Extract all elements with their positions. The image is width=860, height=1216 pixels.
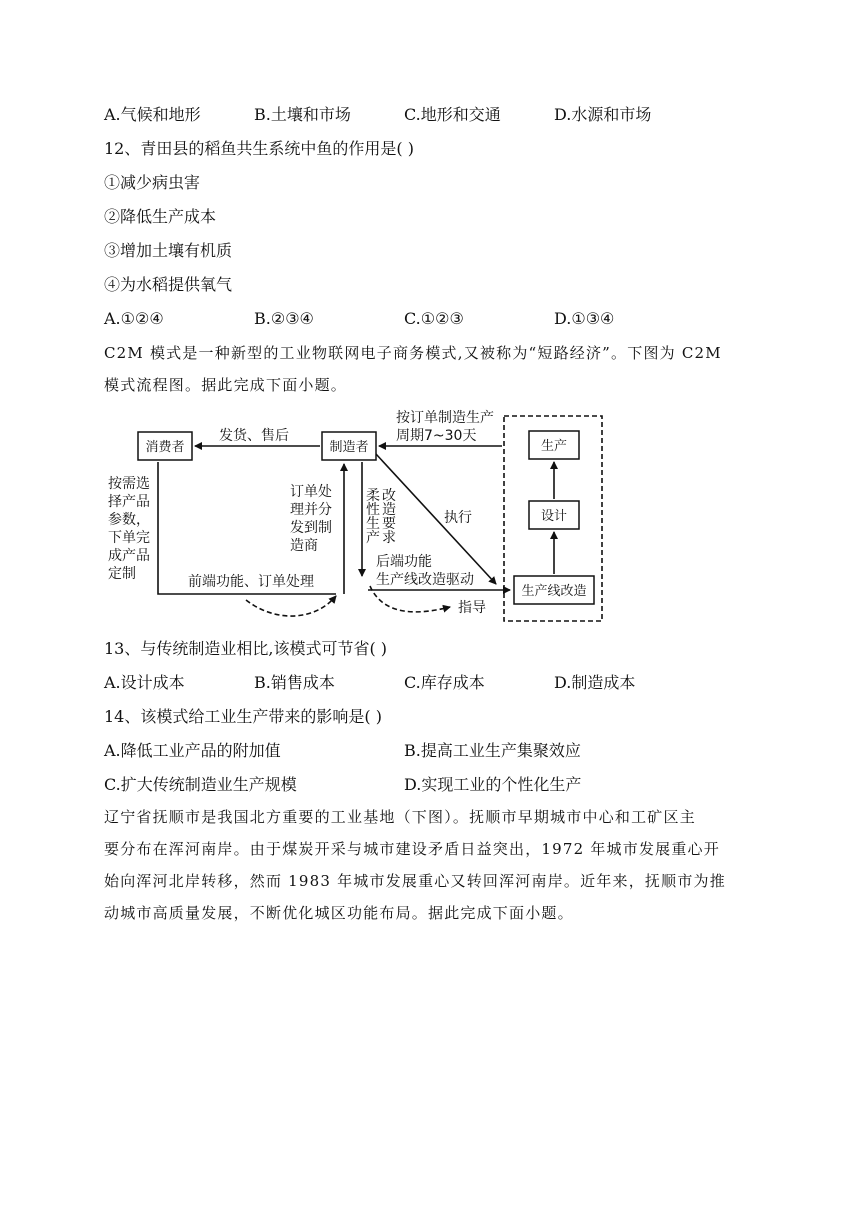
production-box (529, 431, 579, 459)
label-flex-3: 生 (366, 516, 380, 532)
label-req-2: 造 (382, 502, 396, 518)
label-flex-4: 产 (366, 530, 380, 546)
q13-option-d: D.制造成本 (554, 673, 636, 692)
q11-option-d: D.水源和市场 (554, 105, 652, 124)
label-order-proc-1: 订单处 (290, 484, 332, 500)
label-back-end-2: 生产线改造驱动 (376, 572, 474, 588)
q14-option-a: A.降低工业产品的附加值 (104, 741, 281, 760)
q12-option-c: C.①②③ (404, 309, 464, 328)
consumer-box (138, 432, 192, 460)
q11-option-a: A.气候和地形 (104, 105, 201, 124)
q11-option-b: B.土壤和市场 (254, 105, 351, 124)
q14-option-d: D.实现工业的个性化生产 (404, 775, 582, 794)
label-flex-1: 柔 (366, 488, 380, 504)
label-req-3: 要 (382, 516, 396, 532)
c2m-flow-diagram (104, 404, 614, 626)
front-dashed-curve (246, 596, 336, 616)
label-select-3: 参数， (108, 512, 150, 528)
label-req-1: 改 (382, 488, 396, 504)
manufacturer-box (322, 432, 376, 460)
production-box-label: 生产 (540, 439, 568, 454)
q12-item-1: ①减少病虫害 (104, 173, 201, 192)
label-select-2: 择产品 (108, 494, 150, 510)
fushun-intro-line-4: 动城市高质量发展，不断优化城区功能布局。据此完成下面小题。 (104, 904, 574, 922)
c2m-intro-line-2: 模式流程图。据此完成下面小题。 (104, 376, 348, 394)
line-upgrade-box-label: 生产线改造 (521, 584, 587, 599)
q14-option-c: C.扩大传统制造业生产规模 (104, 775, 297, 794)
c2m-intro-line-1: C2M 模式是一种新型的工业物联网电子商务模式,又被称为“短路经济”。下图为 C2M (104, 344, 722, 362)
fushun-intro-line-1: 辽宁省抚顺市是我国北方重要的工业基地（下图）。抚顺市早期城市中心和工矿区主 (104, 808, 696, 826)
q12-option-d: D.①③④ (554, 309, 615, 328)
fushun-intro-line-2: 要分布在浑河南岸。由于煤炭开采与城市建设矛盾日益突出，1972 年城市发展重心开 (104, 840, 720, 858)
line-upgrade-box (514, 576, 594, 604)
label-order-proc-4: 造商 (290, 538, 318, 554)
label-select-5: 成产品 (108, 548, 150, 564)
q14-option-b: B.提高工业生产集聚效应 (404, 741, 581, 760)
q13-option-a: A.设计成本 (104, 673, 185, 692)
label-select-4: 下单完 (108, 530, 150, 546)
q12-option-b: B.②③④ (254, 309, 314, 328)
design-box (529, 501, 579, 529)
q12-item-4: ④为水稻提供氧气 (104, 275, 233, 294)
label-order-period-1: 按订单制造生产 (396, 410, 494, 426)
label-order-proc-3: 发到制 (290, 520, 332, 536)
label-select-1: 按需选 (108, 476, 150, 492)
manufacturer-box-label: 制造者 (329, 440, 369, 455)
label-req-4: 求 (382, 530, 396, 546)
q14-stem: 14、该模式给工业生产带来的影响是( ) (104, 707, 382, 726)
label-select-6: 定制 (108, 566, 136, 582)
q12-item-3: ③增加土壤有机质 (104, 241, 233, 260)
q13-option-b: B.销售成本 (254, 673, 335, 692)
label-guide: 指导 (458, 600, 486, 616)
label-execute: 执行 (444, 510, 472, 526)
fushun-intro-line-3: 始向浑河北岸转移，然而 1983 年城市发展重心又转回浑河南岸。近年来，抚顺市为推 (104, 872, 726, 890)
consumer-box-label: 消费者 (145, 440, 185, 455)
label-flex-2: 性 (366, 502, 380, 518)
q13-option-c: C.库存成本 (404, 673, 485, 692)
label-front-end: 前端功能、订单处理 (188, 574, 314, 590)
q13-stem: 13、与传统制造业相比,该模式可节省( ) (104, 639, 388, 658)
design-box-label: 设计 (540, 509, 568, 524)
q12-item-2: ②降低生产成本 (104, 207, 217, 226)
q12-option-a: A.①②④ (104, 309, 164, 328)
label-order-period-2: 周期7~30天 (396, 428, 477, 444)
label-back-end-1: 后端功能 (376, 554, 432, 570)
label-ship: 发货、售后 (219, 428, 289, 444)
q11-option-c: C.地形和交通 (404, 105, 501, 124)
q12-stem: 12、青田县的稻鱼共生系统中鱼的作用是( ) (104, 139, 414, 158)
label-order-proc-2: 理并分 (290, 502, 332, 518)
